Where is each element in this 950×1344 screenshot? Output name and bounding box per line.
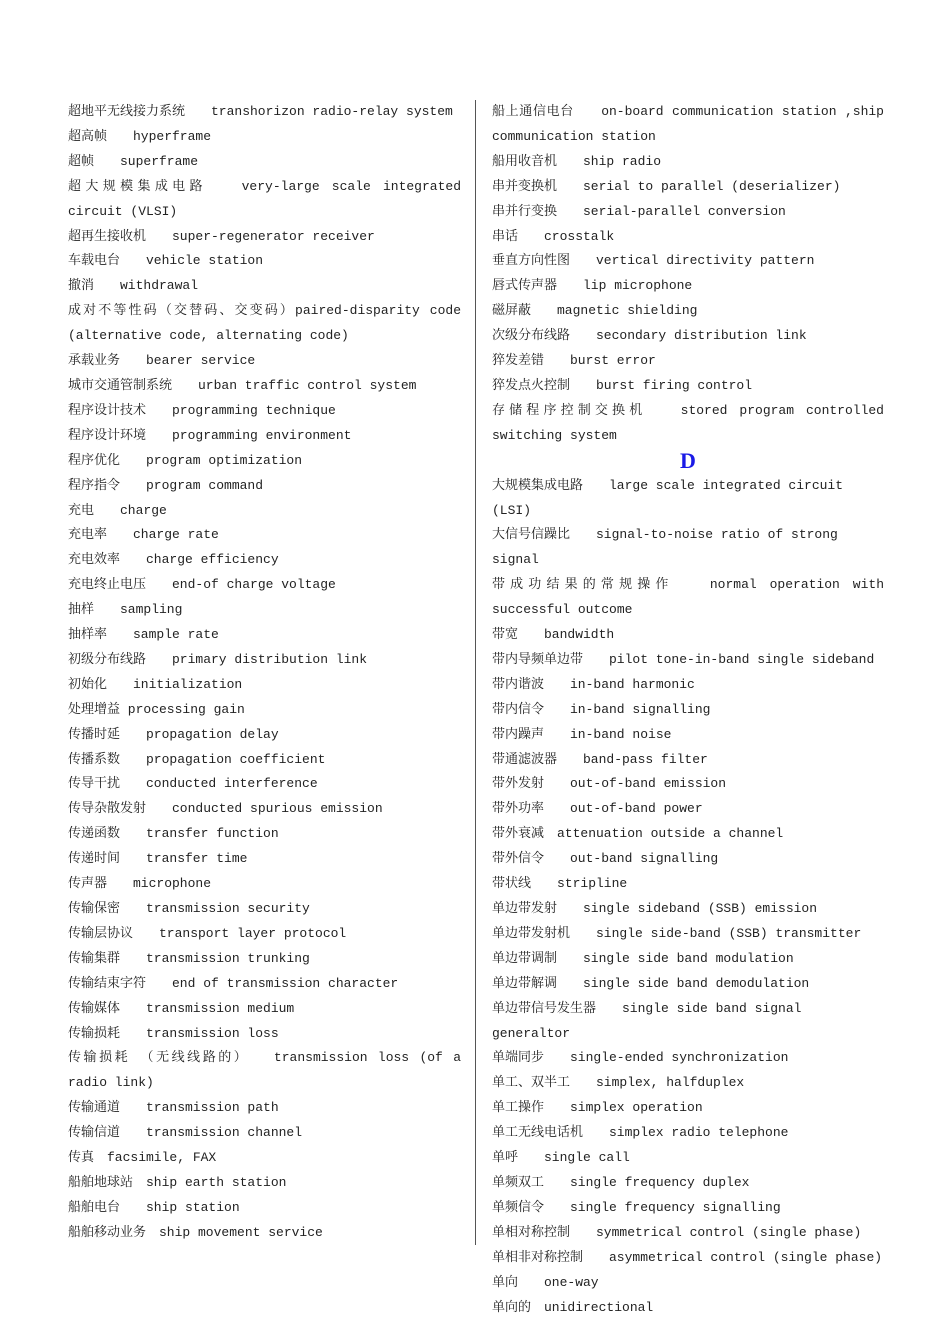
glossary-entry: 单相对称控制 symmetrical control (single phase) <box>492 1224 862 1240</box>
glossary-entry: 超帧 superframe <box>68 153 199 169</box>
glossary-entry: 传输损耗 transmission loss <box>68 1025 279 1041</box>
glossary-entry: 传播时延 propagation delay <box>68 726 279 742</box>
glossary-entry: 单边带信号发生器 single side band signal generaltor <box>492 1000 802 1041</box>
glossary-entry: 初始化 initialization <box>68 676 243 692</box>
glossary-entry: 猝发差错 burst error <box>492 353 656 369</box>
glossary-entry: 传递时间 transfer time <box>68 851 248 867</box>
glossary-entry: 船上通信电台 on-board communication station ,ship communication station <box>492 104 884 144</box>
glossary-entry: 传真 facsimile, FAX <box>68 1150 217 1166</box>
glossary-entry: 磁屏蔽 magnetic shielding <box>492 303 698 319</box>
glossary-entry: 抽样 sampling <box>68 602 183 618</box>
glossary-entry: 船舶电台 ship station <box>68 1199 240 1215</box>
glossary-entry: 超再生接收机 super-regenerator receiver <box>68 228 375 244</box>
glossary-entry: 大规模集成电路 large scale integrated circuit (LSI) <box>492 477 844 518</box>
glossary-entry: 串话 crosstalk <box>492 228 615 244</box>
glossary-entry: 带外功率 out-of-band power <box>492 801 703 817</box>
glossary-entry: 单边带发射机 single side-band (SSB) transmitter <box>492 925 862 941</box>
glossary-entry: 单工、双半工 simplex, halfduplex <box>492 1075 745 1091</box>
glossary-entry: 充电效率 charge efficiency <box>68 552 279 568</box>
glossary-entry: 程序指令 program command <box>68 477 264 493</box>
glossary-entry: 传导干扰 conducted interference <box>68 776 318 792</box>
column-divider <box>475 100 476 1245</box>
glossary-entry: 传播系数 propagation coefficient <box>68 751 326 767</box>
glossary-entry: 充电 charge <box>68 502 167 518</box>
left-column <box>68 100 461 1246</box>
glossary-entry: 超大规模集成电路 very-large scale integrated circuit (VLSI) <box>68 178 461 219</box>
glossary-entry: 带宽 bandwidth <box>492 627 615 643</box>
glossary-entry: 抽样率 sample rate <box>68 627 219 643</box>
glossary-entry: 带状线 stripline <box>492 876 628 892</box>
glossary-entry: 初级分布线路 primary distribution link <box>68 651 368 667</box>
glossary-entry: 传声器 microphone <box>68 876 212 892</box>
glossary-entry: 程序设计环境 programming environment <box>68 427 352 443</box>
glossary-entry: 单边带调制 single side band modulation <box>492 950 794 966</box>
glossary-entry: 单向的 unidirectional <box>492 1299 654 1315</box>
glossary-entry: 传输结束字符 end of transmission character <box>68 975 399 991</box>
glossary-entry: 程序优化 program optimization <box>68 452 303 468</box>
glossary-entry: 船舶移动业务 ship movement service <box>68 1224 323 1240</box>
glossary-entry: 带内导频单边带 pilot tone-in-band single sideband <box>492 651 875 667</box>
glossary-entry: 程序设计技术 programming technique <box>68 402 336 418</box>
glossary-entry: 单边带发射 single sideband (SSB) emission <box>492 901 818 916</box>
glossary-entry: 处理增益 processing gain <box>68 701 245 717</box>
glossary-entry: 撤消 withdrawal <box>68 278 199 294</box>
glossary-entry: 传输损耗 （无线线路的） transmission loss (of a radio link) <box>68 1050 461 1091</box>
right-column <box>492 100 884 1320</box>
glossary-entry: 传输层协议 transport layer protocol <box>68 925 347 941</box>
glossary-entry: 船舶地球站 ship earth station <box>68 1174 287 1190</box>
glossary-entry: 单边带解调 single side band demodulation <box>492 975 810 991</box>
glossary-entry: 传输集群 transmission trunking <box>68 950 310 966</box>
glossary-entry: 唇式传声器 lip microphone <box>492 278 693 294</box>
glossary-entry: 超高帧 hyperframe <box>68 128 212 144</box>
glossary-entry: 带内谐波 in-band harmonic <box>492 676 695 692</box>
glossary-entry: 带外衰减 attenuation outside a channel <box>492 826 784 842</box>
glossary-entry: 串并变换机 serial to parallel (deserializer) <box>492 178 841 194</box>
glossary-entry: 传输媒体 transmission medium <box>68 1000 295 1016</box>
glossary-entry: 超地平无线接力系统 transhorizon radio-relay system <box>68 104 453 119</box>
glossary-entry: 城市交通管制系统 urban traffic control system <box>68 377 417 393</box>
glossary-entry: 传输信道 transmission channel <box>68 1125 303 1141</box>
glossary-entry: 车载电台 vehicle station <box>68 253 264 269</box>
glossary-entry: 大信号信躁比 signal-to-noise ratio of strong signal <box>492 527 838 568</box>
glossary-entry: 带内信令 in-band signalling <box>492 701 711 717</box>
glossary-entry: 带外发射 out-of-band emission <box>492 776 727 792</box>
glossary-entry: 带内躁声 in-band noise <box>492 726 672 742</box>
glossary-entry: 次级分布线路 secondary distribution link <box>492 328 807 344</box>
glossary-entry: 传导杂散发射 conducted spurious emission <box>68 801 383 817</box>
glossary-entry: 单频信令 single frequency signalling <box>492 1199 781 1215</box>
glossary-entry: 成对不等性码（交替码、交变码）paired-disparity code (alternative code, alternating code) <box>68 303 461 344</box>
glossary-entry: 单频双工 single frequency duplex <box>492 1174 750 1190</box>
glossary-entry: 单工操作 simplex operation <box>492 1100 703 1116</box>
glossary-entry: 承载业务 bearer service <box>68 353 256 369</box>
glossary-entry: 垂直方向性图 vertical directivity pattern <box>492 253 815 269</box>
glossary-entry: 单工无线电话机 simplex radio telephone <box>492 1125 789 1141</box>
glossary-entry: 串并行变换 serial-parallel conversion <box>492 203 786 219</box>
section-letter-heading: D <box>680 447 696 473</box>
glossary-entry: 传递函数 transfer function <box>68 826 279 842</box>
glossary-entry: 存储程序控制交换机 stored program controlled switching system <box>492 402 884 443</box>
glossary-entry: 猝发点火控制 burst firing control <box>492 377 753 393</box>
glossary-entry: 带通滤波器 band-pass filter <box>492 751 708 767</box>
glossary-entry: 船用收音机 ship radio <box>492 153 662 169</box>
glossary-entry: 传输通道 transmission path <box>68 1100 279 1116</box>
glossary-entry: 带成功结果的常规操作 normal operation with successful outcome <box>492 577 884 618</box>
glossary-entry: 传输保密 transmission security <box>68 901 310 916</box>
glossary-entry: 带外信令 out-band signalling <box>492 851 719 867</box>
glossary-entry: 单相非对称控制 asymmetrical control (single phase) <box>492 1249 883 1265</box>
glossary-entry: 充电终止电压 end-of charge voltage <box>68 577 336 593</box>
glossary-entry: 单端同步 single-ended synchronization <box>492 1050 789 1066</box>
glossary-entry: 单向 one-way <box>492 1274 599 1290</box>
glossary-entry: 充电率 charge rate <box>68 527 219 543</box>
glossary-entry: 单呼 single call <box>492 1150 630 1166</box>
